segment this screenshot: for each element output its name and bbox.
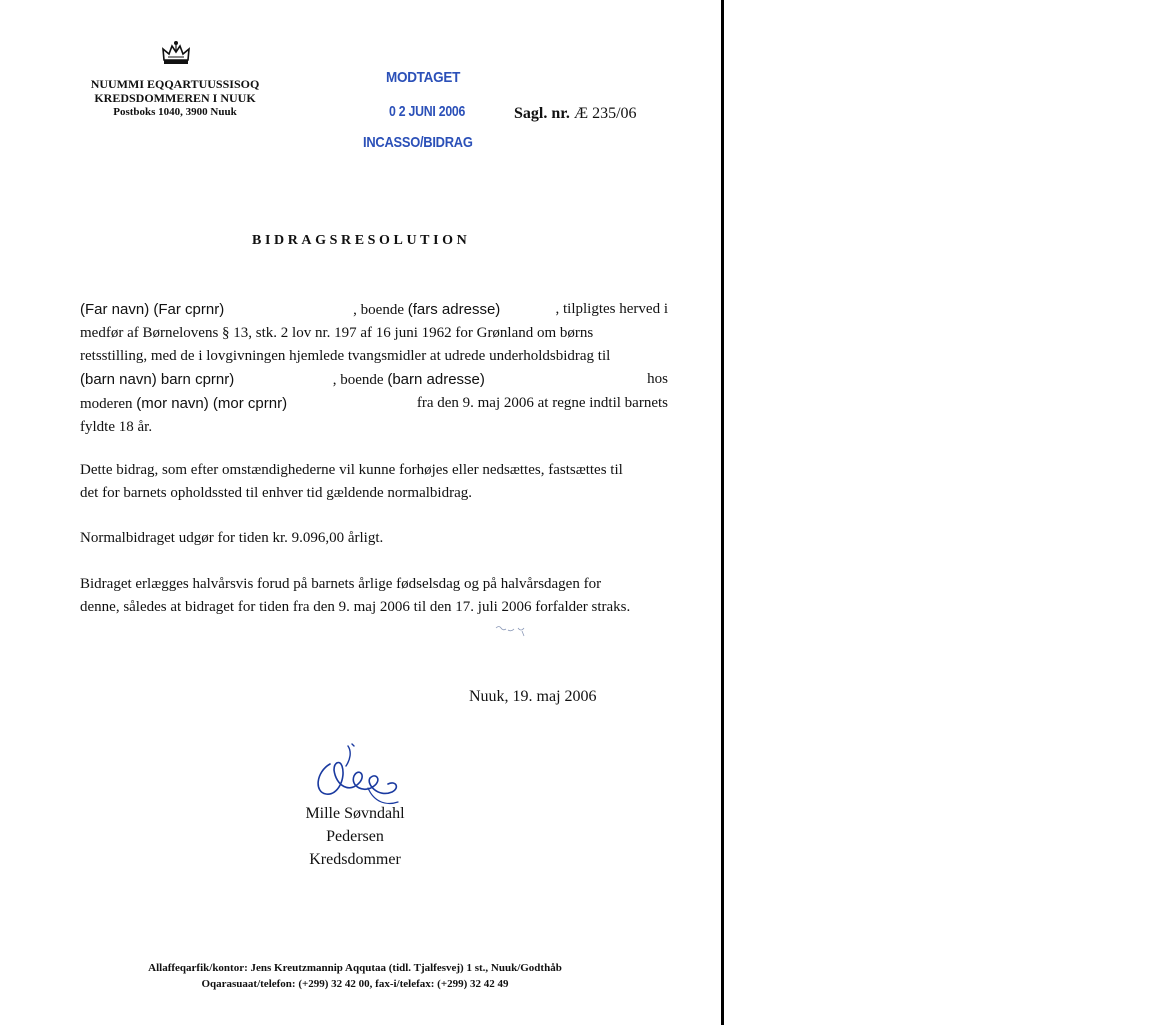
paragraph-text-end: hos xyxy=(647,371,668,387)
paragraph-line: Bidraget erlægges halvårsvis forud på barnets årlige fødselsdag og på halvårsdagen for xyxy=(80,576,602,592)
stamp-department: INCASSO/BIDRAG xyxy=(363,134,473,151)
footer-contact xyxy=(110,960,600,992)
court-address: Postboks 1040, 3900 Nuuk xyxy=(113,106,237,118)
paragraph-text xyxy=(279,298,500,322)
stamp-received: MODTAGET xyxy=(386,69,461,86)
court-letterhead xyxy=(80,77,270,119)
signer-name: Mille Søvndahl Pedersen xyxy=(305,805,405,845)
place-and-date: Nuuk, 19. maj 2006 xyxy=(469,688,597,705)
paragraph-payment xyxy=(80,573,668,619)
mother-placeholder: (mor navn) (mor cprnr) xyxy=(136,395,288,412)
paragraph-obligation xyxy=(80,298,668,439)
case-number-value: Æ 235/06 xyxy=(573,105,637,122)
case-number xyxy=(514,105,637,123)
paragraph-text xyxy=(333,368,549,392)
signer-block xyxy=(275,802,435,871)
footer-office: Allaffeqarfik/kontor: Jens Kreutzmannip Aqqutaa (tidl. Tjalfesvej) 1 st., Nuuk/Godthåb xyxy=(148,962,562,974)
stamp-date: 0 2 JUNI 2006 xyxy=(389,103,466,120)
paragraph-line: medfør af Børnelovens § 13, stk. 2 lov nr. 197 af 16 juni 1962 for Grønland om børns xyxy=(80,325,594,341)
text-boende: , boende xyxy=(353,302,404,318)
paragraph-line xyxy=(80,368,668,392)
text-moderen: moderen xyxy=(80,396,133,412)
paragraph-line: denne, således at bidraget for tiden fra den 9. maj 2006 til den 17. juli 2006 forfalder straks. xyxy=(80,599,631,615)
father-address-placeholder: (fars adresse) xyxy=(407,301,501,318)
paragraph-text-end: , tilpligtes herved i xyxy=(555,301,668,317)
paragraph-line: fyldte 18 år. xyxy=(80,419,153,435)
text-boende: , boende xyxy=(332,372,384,388)
child-address-placeholder: (barn adresse) xyxy=(387,371,485,388)
court-subname: KREDSDOMMEREN I NUUK xyxy=(94,91,256,105)
child-placeholder: (barn navn) barn cprnr) xyxy=(80,371,235,388)
crown-icon xyxy=(160,40,192,66)
paragraph-line: Dette bidrag, som efter omstændighederne vil kunne forhøjes eller nedsættes, fastsættes til xyxy=(80,462,623,478)
paragraph-line: Normalbidraget udgør for tiden kr. 9.096,00 årligt. xyxy=(80,530,384,546)
document-title: BIDRAGSRESOLUTION xyxy=(252,233,471,248)
court-name: NUUMMI EQQARTUUSSISOQ xyxy=(90,77,260,91)
page-divider xyxy=(721,0,724,1025)
paragraph-line xyxy=(80,392,668,416)
paragraph-line: det for barnets opholdssted til enhver tid gældende normalbidrag. xyxy=(80,485,472,501)
case-number-label: Sagl. nr. xyxy=(514,105,570,122)
paragraph-adjustment xyxy=(80,459,668,505)
paragraph-line: retsstilling, med de i lovgivningen hjemlede tvangsmidler at udrede underholdsbidrag til xyxy=(80,348,611,364)
scan-mark xyxy=(494,622,528,638)
paragraph-amount xyxy=(80,527,668,550)
footer-phone: Oqarasuaat/telefon: (+299) 32 42 00, fax-i/telefax: (+299) 32 42 49 xyxy=(201,978,509,990)
handwritten-signature xyxy=(312,742,404,808)
signer-title: Kredsdommer xyxy=(309,851,401,868)
paragraph-line xyxy=(80,298,668,322)
paragraph-text-end: fra den 9. maj 2006 at regne indtil barnets xyxy=(416,395,668,411)
father-placeholder: (Far navn) (Far cprnr) xyxy=(80,301,225,318)
paragraph-text xyxy=(80,392,287,416)
